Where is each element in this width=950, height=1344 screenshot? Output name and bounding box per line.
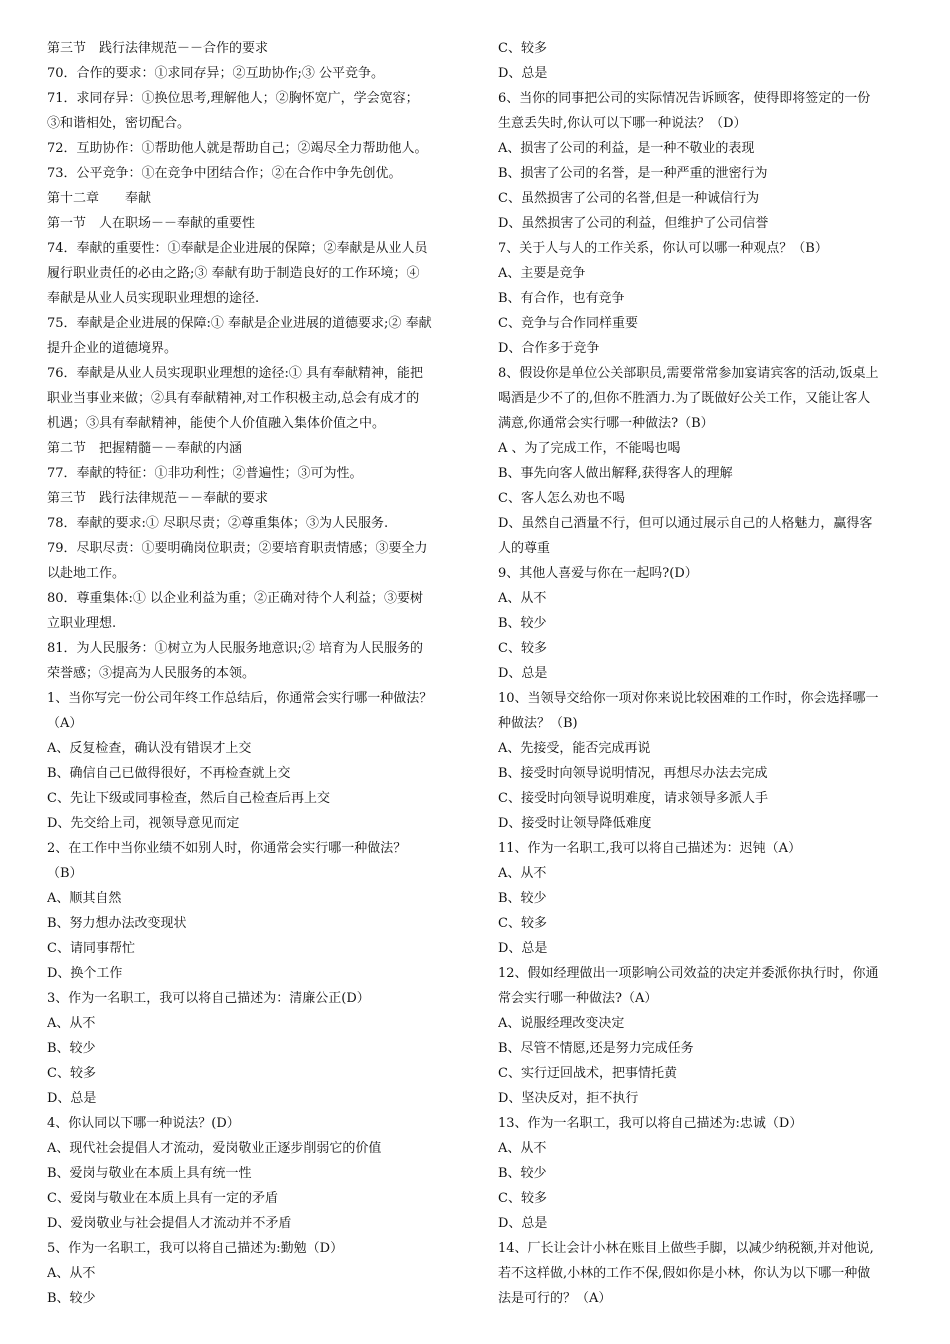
text-line: 5、作为一名职工，我可以将自己描述为:勤勉（D） <box>47 1241 344 1256</box>
text-line: 80．尊重集体:① 以企业利益为重；②正确对待个人利益；③要树 <box>47 591 424 606</box>
text-line: D、总是 <box>498 941 548 956</box>
text-line: B、损害了公司的名誉，是一种严重的泄密行为 <box>498 166 768 181</box>
text-line: B、较少 <box>47 1041 96 1056</box>
text-line: 76．奉献是从业人员实现职业理想的途径:① 具有奉献精神，能把 <box>47 366 424 381</box>
text-line: 11、作为一名职工,我可以将自己描述为：迟钝（A） <box>498 841 802 856</box>
text-line: C、先让下级或同事检查，然后自己检查后再上交 <box>47 791 330 806</box>
text-line: C、虽然损害了公司的名誉,但是一种诚信行为 <box>498 191 760 206</box>
text-line: 81．为人民服务：①树立为人民服务地意识;② 培育为人民服务的 <box>47 641 424 656</box>
text-line: 满意,你通常会实行哪一种做法?（B） <box>498 416 714 431</box>
text-line: 法是可行的？（A） <box>498 1291 612 1306</box>
text-line: C、较多 <box>498 916 547 931</box>
text-line: C、较多 <box>498 641 547 656</box>
text-line: A、先接受，能否完成再说 <box>498 741 651 756</box>
text-line: C、实行迂回战术，把事情托黄 <box>498 1066 677 1081</box>
text-line: 人的尊重 <box>498 541 551 556</box>
text-line: 73．公平竞争：①在竞争中团结合作；②在合作中争先创优。 <box>47 166 402 181</box>
text-line: 履行职业责任的必由之路;③ 奉献有助于制造良好的工作环境；④ <box>47 266 420 281</box>
text-line: B、爱岗与敬业在本质上具有统一性 <box>47 1166 252 1181</box>
text-line: D、总是 <box>498 66 548 81</box>
text-line: C、接受时向领导说明难度，请求领导多派人手 <box>498 791 768 806</box>
text-line: A、损害了公司的利益，是一种不敬业的表现 <box>498 141 755 156</box>
text-line: ③和谐相处，密切配合。 <box>47 116 191 131</box>
text-line: A、说服经理改变决定 <box>498 1016 625 1031</box>
left-column <box>47 36 467 1311</box>
text-line: B、较少 <box>47 1291 96 1306</box>
text-line: 4、你认同以下哪一种说法？(D） <box>47 1116 240 1131</box>
text-line: 77．奉献的特征：①非功利性；②普遍性；③可为性。 <box>47 466 363 481</box>
text-line: （B） <box>47 866 83 881</box>
text-line: B、较少 <box>498 616 547 631</box>
text-line: C、较多 <box>498 1191 547 1206</box>
text-line: 79．尽职尽责：①要明确岗位职责；②要培育职责情感；③要全力 <box>47 541 428 556</box>
text-line: B、确信自己已做得很好，不再检查就上交 <box>47 766 291 781</box>
text-line: 78．奉献的要求:① 尽职尽责；②尊重集体；③为人民服务. <box>47 516 389 531</box>
text-line: 14、厂长让会计小林在账目上做些手脚，以减少纳税额,并对他说, <box>498 1241 874 1256</box>
text-line: A、顺其自然 <box>47 891 122 906</box>
text-line: A、从不 <box>498 866 547 881</box>
text-line: C、客人怎么劝也不喝 <box>498 491 625 506</box>
text-line: 种做法？（B) <box>498 716 578 731</box>
text-line: 10、当领导交给你一项对你来说比较困难的工作时，你会选择哪一 <box>498 691 879 706</box>
text-line: 职业当事业来做；②具有奉献精神,对工作积极主动,总会有成才的 <box>47 391 420 406</box>
text-line: 74．奉献的重要性：①奉献是企业进展的保障；②奉献是从业人员 <box>47 241 428 256</box>
text-line: C、请同事帮忙 <box>47 941 135 956</box>
text-line: 13、作为一名职工，我可以将自己描述为:忠诚（D） <box>498 1116 803 1131</box>
text-line: D、总是 <box>498 666 548 681</box>
text-line: D、合作多于竞争 <box>498 341 600 356</box>
text-line: C、竞争与合作同样重要 <box>498 316 638 331</box>
text-line: 第一节 人在职场－－奉献的重要性 <box>47 216 256 231</box>
text-line: D、爱岗敬业与社会提倡人才流动并不矛盾 <box>47 1216 292 1231</box>
text-line: B、较少 <box>498 891 547 906</box>
text-line: B、有合作，也有竞争 <box>498 291 625 306</box>
text-line: 若不这样做,小林的工作不保,假如你是小林，你认为以下哪一种做 <box>498 1266 871 1281</box>
text-line: 12、假如经理做出一项影响公司效益的决定并委派你执行时，你通 <box>498 966 879 981</box>
text-line: 生意丢失时,你认可以下哪一种说法？（D） <box>498 116 747 131</box>
text-line: 8、假设你是单位公关部职员,需要常常参加宴请宾客的活动,饭桌上 <box>498 366 879 381</box>
text-line: 75．奉献是企业进展的保障:① 奉献是企业进展的道德要求;② 奉献 <box>47 316 432 331</box>
text-line: 72．互助协作：①帮助他人就是帮助自己；②竭尽全力帮助他人。 <box>47 141 428 156</box>
text-line: 70．合作的要求：①求同存异；②互助协作;③ 公平竞争。 <box>47 66 385 81</box>
text-line: 机遇；③具有奉献精神，能使个人价值融入集体价值之中。 <box>47 416 386 431</box>
right-column <box>498 36 920 1311</box>
text-line: C、爱岗与敬业在本质上具有一定的矛盾 <box>47 1191 278 1206</box>
text-line: A、从不 <box>47 1266 96 1281</box>
text-line: A、现代社会提倡人才流动，爱岗敬业正逐步削弱它的价值 <box>47 1141 382 1156</box>
text-line: 7、关于人与人的工作关系，你认可以哪一种观点？（B） <box>498 241 828 256</box>
text-line: B、尽管不情愿,还是努力完成任务 <box>498 1041 694 1056</box>
text-line: 第十二章 奉献 <box>47 191 152 206</box>
text-line: （A） <box>47 716 83 731</box>
text-line: D、换个工作 <box>47 966 123 981</box>
text-line: B、事先向客人做出解释,获得客人的理解 <box>498 466 733 481</box>
text-line: C、较多 <box>47 1066 96 1081</box>
text-line: 常会实行哪一种做法?（A） <box>498 991 658 1006</box>
text-line: B、努力想办法改变现状 <box>47 916 187 931</box>
text-line: 以赴地工作。 <box>47 566 126 581</box>
text-line: D、虽然损害了公司的利益，但维护了公司信誉 <box>498 216 769 231</box>
text-line: D、先交给上司，视领导意见而定 <box>47 816 240 831</box>
text-line: A、从不 <box>47 1016 96 1031</box>
text-line: 71．求同存异：①换位思考,理解他人；②胸怀宽广，学会宽容； <box>47 91 419 106</box>
text-line: 荣誉感；③提高为人民服务的本领。 <box>47 666 256 681</box>
text-line: 喝酒是少不了的,但你不胜酒力.为了既做好公关工作，又能让客人 <box>498 391 871 406</box>
text-line: 第三节 践行法律规范－－合作的要求 <box>47 41 269 56</box>
text-line: 6、当你的同事把公司的实际情况告诉顾客，使得即将签定的一份 <box>498 91 871 106</box>
text-line: D、总是 <box>498 1216 548 1231</box>
text-line: C、较多 <box>498 41 547 56</box>
text-line: A、从不 <box>498 591 547 606</box>
text-line: 第二节 把握精髓－－奉献的内涵 <box>47 441 243 456</box>
text-line: A、主要是竞争 <box>498 266 586 281</box>
text-line: A 、为了完成工作，不能喝也喝 <box>498 441 681 456</box>
text-line: 提升企业的道德境界。 <box>47 341 178 356</box>
text-line: 奉献是从业人员实现职业理想的途径. <box>47 291 260 306</box>
text-line: 立职业理想. <box>47 616 117 631</box>
text-line: 2、在工作中当你业绩不如别人时，你通常会实行哪一种做法？ <box>47 841 407 856</box>
text-line: D、虽然自己酒量不行，但可以通过展示自己的人格魅力，赢得客 <box>498 516 873 531</box>
text-line: 第三节 践行法律规范－－奉献的要求 <box>47 491 269 506</box>
text-line: A、反复检查，确认没有错误才上交 <box>47 741 252 756</box>
text-line: B、接受时向领导说明情况，再想尽办法去完成 <box>498 766 768 781</box>
text-line: 3、作为一名职工，我可以将自己描述为：清廉公正(D） <box>47 991 370 1006</box>
text-line: D、总是 <box>47 1091 97 1106</box>
text-line: B、较少 <box>498 1166 547 1181</box>
text-line: 9、其他人喜爱与你在一起吗?(D） <box>498 566 698 581</box>
text-line: D、接受时让领导降低难度 <box>498 816 652 831</box>
text-line: D、坚决反对，拒不执行 <box>498 1091 639 1106</box>
text-line: A、从不 <box>498 1141 547 1156</box>
text-line: 1、当你写完一份公司年终工作总结后，你通常会实行哪一种做法？ <box>47 691 433 706</box>
